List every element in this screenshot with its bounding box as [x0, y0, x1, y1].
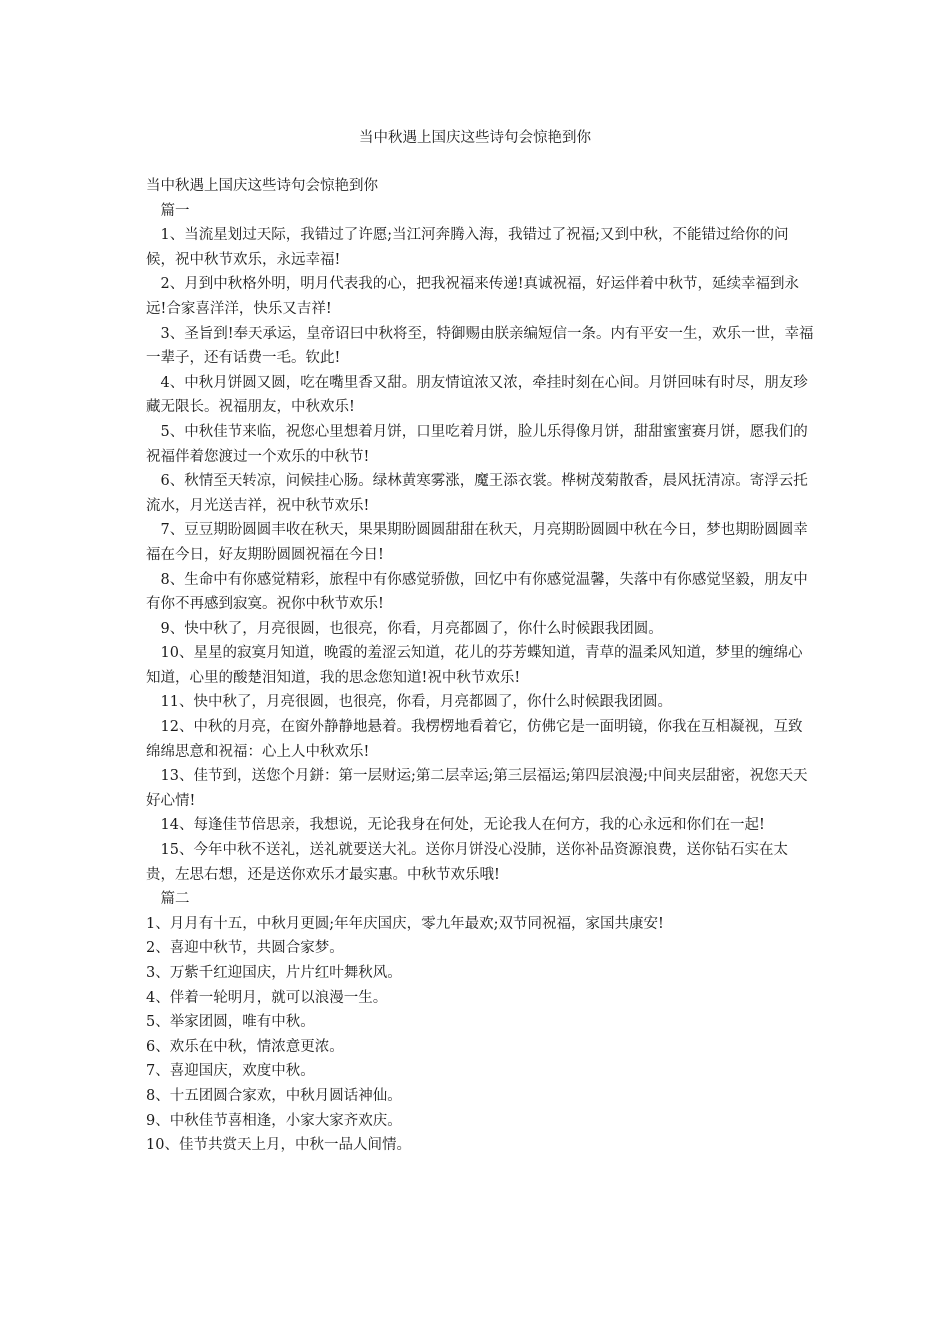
paragraph: 8、生命中有你感觉精彩，旅程中有你感觉骄傲，回忆中有你感觉温馨，失落中有你感觉坚毅，朋友中有你不再感到寂寞。祝你中秋节欢乐!: [146, 571, 808, 613]
list-item: 8、十五团圆合家欢，中秋月圆话神仙。: [146, 1087, 402, 1104]
paragraph: 2、月到中秋格外明，明月代表我的心，把我祝福来传递!真诚祝福，好运伴着中秋节，延续幸福到永远!合家喜洋洋，快乐又吉祥!: [146, 276, 800, 317]
paragraph: 4、中秋月饼圆又圆，吃在嘴里香又甜。朋友情谊浓又浓，牵挂时刻在心间。月饼回味有时尽，朋友珍藏无限长。祝福朋友，中秋欢乐!: [146, 374, 808, 416]
paragraph: 9、快中秋了，月亮很圆，也很亮，你看，月亮都圆了，你什么时候跟我团圆。: [160, 620, 663, 637]
paragraph: 11、快中秋了，月亮很圆，也很亮，你看，月亮都圆了，你什么时候跟我团圆。: [160, 694, 672, 711]
paragraph: 3、圣旨到!奉天承运，皇帝诏曰中秋将至，特御赐由朕亲编短信一条。内有平安一生，欢乐一世，幸福一辈子，还有话费一毛。钦此!: [146, 325, 814, 367]
list-item: 4、伴着一轮明月，就可以浪漫一生。: [146, 989, 388, 1006]
list-item: 3、万紫千红迎国庆，片片红叶舞秋风。: [146, 965, 402, 981]
document-title: 当中秋遇上国庆这些诗句会惊艳到你: [359, 130, 591, 146]
list-item: 9、中秋佳节喜相逢，小家大家齐欢庆。: [146, 1112, 402, 1129]
list-item: 5、举家团圆，唯有中秋。: [146, 1014, 315, 1031]
list-item: 10、佳节共赏天上月，中秋一品人间情。: [146, 1137, 411, 1154]
list-item: 2、喜迎中秋节，共圆合家梦。: [146, 940, 344, 957]
paragraph: 14、每逢佳节倍思亲，我想说，无论我身在何处，无论我人在何方，我的心永远和你们在一起!: [160, 817, 765, 834]
paragraph: 7、豆豆期盼圆圆丰收在秋天，果果期盼圆圆甜甜在秋天，月亮期盼圆圆中秋在今日，梦也期盼圆圆幸福在今日，好友期盼圆圆祝福在今日!: [146, 522, 808, 563]
paragraph: 12、中秋的月亮，在窗外静静地悬着。我楞楞地看着它，仿佛它是一面明镜，你我在互相凝视，互致绵绵思意和祝福：心上人中秋欢乐!: [146, 719, 803, 760]
paragraph: 10、星星的寂寞月知道，晚霞的羞涩云知道，花儿的芬芳蝶知道，青草的温柔风知道，梦里的缠绵心知道，心里的酸楚泪知道，我的思念您知道!祝中秋节欢乐!: [146, 645, 803, 686]
list-item: 7、喜迎国庆，欢度中秋。: [146, 1063, 315, 1080]
paragraph: 13、佳节到，送您个月鉼：第一层财运;第二层幸运;第三层福运;第四层浪漫;中间夹层甜密，祝您天天好心情!: [146, 768, 808, 809]
section-heading-part2: 篇二: [160, 891, 190, 908]
section-heading-part1: 篇一: [160, 202, 190, 219]
paragraph: 15、今年中秋不送礼，送礼就要送大礼。送你月饼没心没肺，送你补品资源浪费，送你钻石实在太贵，左思右想，还是送你欢乐才最实惠。中秋节欢乐哦!: [146, 842, 788, 883]
document-body: [146, 174, 814, 1158]
paragraph: 6、秋情至天转凉，问候挂心肠。绿林黄寒雾涨，魔王添衣裳。桦树茂菊散香，晨风抚清凉。寄浮云托流水，月光送吉祥，祝中秋节欢乐!: [146, 473, 808, 514]
list-item: 6、欢乐在中秋，情浓意更浓。: [146, 1038, 344, 1055]
document-subtitle: 当中秋遇上国庆这些诗句会惊艳到你: [146, 178, 378, 194]
paragraph: 5、中秋佳节来临，祝您心里想着月饼，口里吃着月饼，脸儿乐得像月饼，甜甜蜜蜜赛月饼，愿我们的祝福伴着您渡过一个欢乐的中秋节!: [146, 423, 808, 465]
list-item: 1、月月有十五，中秋月更圆;年年庆国庆，零九年最欢;双节同祝福，家国共康安!: [146, 915, 664, 932]
paragraph: 1、当流星划过天际，我错过了许愿;当江河奔腾入海，我错过了祝福;又到中秋，不能错过给你的问候，祝中秋节欢乐，永远幸福!: [146, 227, 789, 268]
